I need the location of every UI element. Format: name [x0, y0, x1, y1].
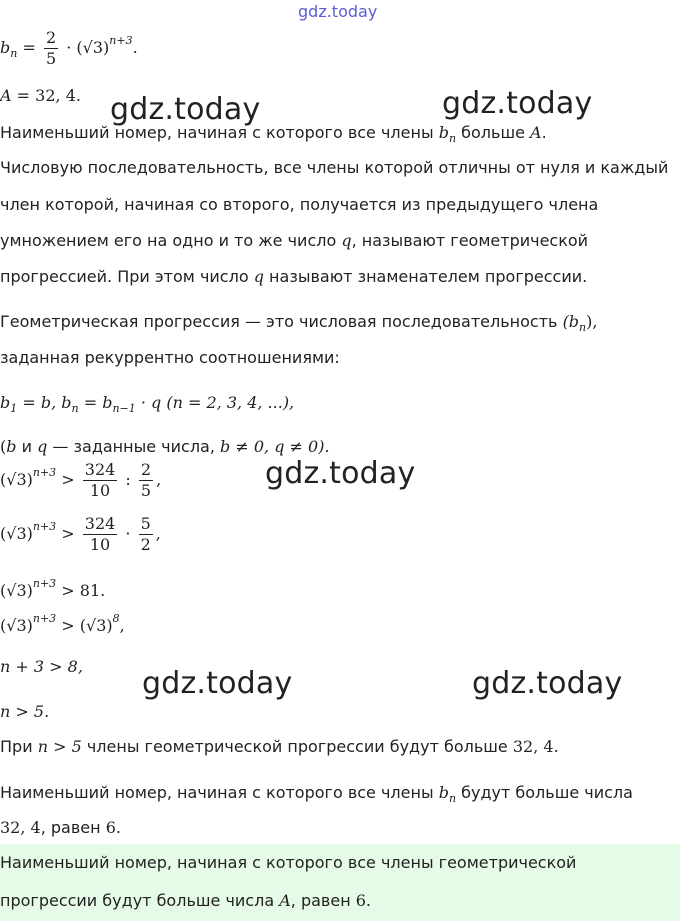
watermark: gdz.today: [442, 86, 593, 121]
watermark: gdz.today: [472, 666, 623, 701]
conclusion-2-line-1: Наименьший номер, начиная с которого все члены $b_n$ будут больше числа: [0, 783, 633, 805]
step-5: n + 3 > 8,: [0, 657, 83, 676]
definition2-line-2: заданная рекуррентно соотношениями:: [0, 348, 340, 367]
formula-A: A = 32, 4.: [0, 86, 81, 105]
watermark: gdz.today: [110, 92, 261, 127]
step-6: n > 5.: [0, 702, 50, 721]
conclusion-1: При n > 5 члены геометрической прогрессии будут больше 32, 4.: [0, 737, 559, 756]
answer-line-2: прогрессии будут больше числа A, равен 6.: [0, 891, 372, 910]
question-text: Наименьший номер, начиная с которого все члены $b_n$ больше A.: [0, 123, 547, 145]
step-3: $(√3)^{n+3} > 81$.: [0, 577, 106, 600]
watermark: gdz.today: [265, 456, 416, 491]
definition2-line-1: Геометрическая прогрессия — это числовая последовательность $(b_n)$,: [0, 312, 598, 334]
conclusion-2-line-2: 32, 4, равен 6.: [0, 818, 121, 837]
condition-text: (b и q — заданные числа, b ≠ 0, q ≠ 0).: [0, 437, 330, 456]
definition-line-3: умножением его на одно и то же число q, называют геометрической: [0, 231, 589, 250]
step-2: $(√3)^{n+3}$ > $\frac{324}{10}$ · $\frac{5}{2}$ ,: [0, 514, 161, 554]
step-4: $(√3)^{n+3} > (√3)^8$,: [0, 612, 125, 635]
watermark: gdz.today: [142, 666, 293, 701]
definition-line-4: прогрессией. При этом число q называют знаменателем прогрессии.: [0, 267, 588, 286]
watermark-top[interactable]: gdz.today: [298, 2, 378, 21]
recurrence-formula: $b_1 = b$, $b_n = b_{n-1} \cdot q$ (n = 2, 3, 4, ...),: [0, 393, 295, 415]
definition-line-2: член которой, начиная со второго, получается из предыдущего члена: [0, 195, 599, 214]
answer-line-1: Наименьший номер, начиная с которого все члены геометрической: [0, 853, 577, 872]
definition-line-1: Числовую последовательность, все члены которой отличны от нуля и каждый: [0, 158, 669, 177]
formula-bn: $b_n$ = $\frac{2}{5}$ · $(√3)^{n+3}$.: [0, 28, 138, 68]
step-1: $(√3)^{n+3}$ > $\frac{324}{10}$ : $\frac{2}{5}$ ,: [0, 460, 162, 500]
